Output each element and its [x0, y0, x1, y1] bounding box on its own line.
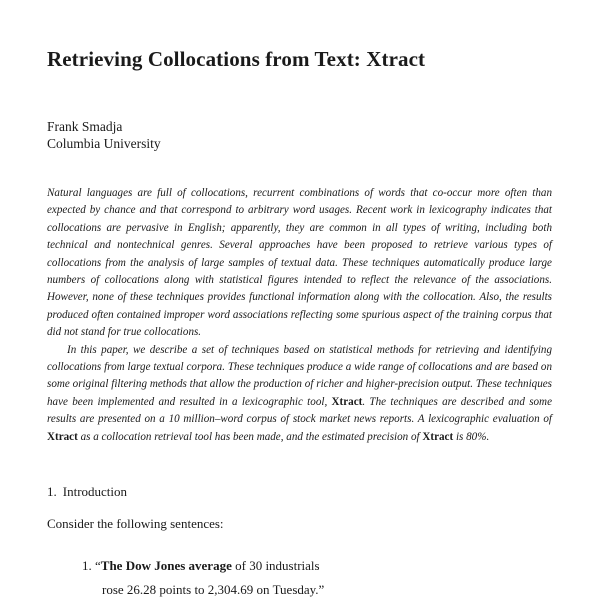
example-line-2: rose 26.28 points to 2,304.69 on Tuesday.” [102, 582, 325, 597]
paper-title: Retrieving Collocations from Text: Xtract [47, 47, 426, 71]
abstract-text: is 80%. [453, 430, 490, 443]
author-block [47, 118, 161, 152]
example-number: 1. [82, 558, 92, 573]
tool-name: Xtract [47, 430, 78, 443]
section-title: Introduction [62, 484, 128, 499]
tool-name: Xtract [331, 395, 363, 408]
author-affiliation: Columbia University [47, 136, 161, 151]
abstract-text: as a collocation retrieval tool has been made, and the estimated precision of [77, 430, 423, 443]
example-bold-text: The Dow Jones average [100, 558, 232, 573]
author-name: Frank Smadja [47, 119, 123, 134]
example-text: of 30 industrials [231, 558, 320, 573]
example-line-1 [82, 554, 324, 578]
tool-name: Xtract [422, 430, 454, 443]
abstract [47, 185, 552, 446]
intro-text: Consider the following sentences: [47, 516, 224, 531]
section-number: 1. [47, 484, 57, 499]
section-heading [47, 484, 127, 500]
abstract-text: In this paper, we describe a set of techniques based on statistical methods for retrieving and identifying collocations from large textual corpora. These techniques produce a wide range of collocations and are based on some original filtering methods that allow the production of richer and higher-precision output. These techniques have been implemented and resulted in a lexicographic tool, [47, 343, 552, 408]
example-open-quote: “ [95, 558, 101, 573]
abstract-text: . The techniques are described and some results are presented on a 10 million–word corpus of stock market news reports. A lexicographic evaluation of [47, 395, 552, 426]
example-sentence [82, 554, 324, 600]
abstract-paragraph-1: Natural languages are full of collocations, recurrent combinations of words that co-occur more often than expected by chance and that correspond to arbitrary word usages. Recent work in lexicography indicates that collocations are pervasive in English; apparently, they are common in all types of writing, including both technical and nontechnical genres. Several approaches have been proposed to retrieve various types of collocations from the analysis of large samples of textual data. These techniques automatically produce large numbers of collocations along with statistical figures intended to reflect the relevance of the associations. However, none of these techniques provides functional information along with the collocation. Also, the results produced often contained improper word associations reflecting some spurious aspect of the training corpus that did not stand for true collocations. [47, 187, 552, 339]
abstract-paragraph-2 [47, 342, 552, 446]
